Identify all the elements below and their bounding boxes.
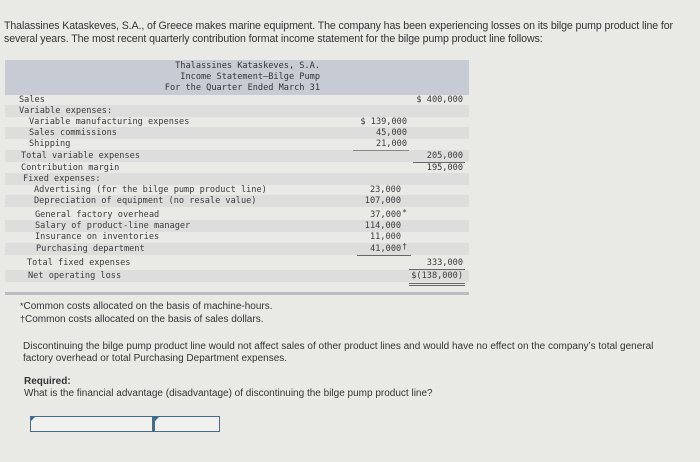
required-question: What is the financial advantage (disadvantage) of discontinuing the bilge pump product line? <box>24 388 433 399</box>
row-amount: 21,000 <box>375 139 407 149</box>
row-total: 205,000 <box>426 151 463 161</box>
statement-header <box>5 60 469 95</box>
row-shipping <box>5 138 469 150</box>
asterisk-mark: * <box>20 301 24 311</box>
amount-value: 114,000 <box>364 221 401 231</box>
footnote-asterisk <box>20 300 273 313</box>
answer-amount-input[interactable] <box>153 416 220 432</box>
row-label: Salary of product-line manager <box>35 221 191 231</box>
row-label: Advertising (for the bilge pump product line) <box>34 185 267 195</box>
row-amount <box>327 231 407 243</box>
row-total: 333,000 <box>426 258 463 268</box>
amount-value: 11,000 <box>369 232 401 242</box>
row-label: Sales commissions <box>29 128 117 138</box>
row-purchasing <box>5 243 469 255</box>
answer-label-input[interactable] <box>30 416 153 432</box>
amount-value: 107,000 <box>364 196 401 206</box>
income-statement <box>5 60 469 294</box>
row-total: 195,000 <box>426 163 463 173</box>
footnotes <box>20 300 273 326</box>
row-total-fixed <box>5 257 469 269</box>
row-depreciation <box>5 195 469 207</box>
row-label: Purchasing department <box>36 244 145 254</box>
required-section <box>24 376 433 400</box>
dagger-mark: † <box>402 242 407 251</box>
row-amount: $ 139,000 <box>360 117 407 127</box>
row-total: $ 400,000 <box>416 95 463 105</box>
row-label: Fixed expenses: <box>23 174 101 184</box>
required-title: Required: <box>24 376 71 387</box>
row-label: Shipping <box>29 139 71 149</box>
amount-value: 37,000 <box>370 210 402 220</box>
row-total: $(138,000) <box>411 271 463 281</box>
input-marker-icon <box>155 417 159 421</box>
problem-intro: Thalassines Kataskeves, S.A., of Greece makes marine equipment. The company has been experiencing losses on its bilge pump product line for several years. The most recent quarterly contribution format income statement for the bilge pump product line follows: <box>4 20 673 45</box>
row-amount: 45,000 <box>375 128 407 138</box>
dagger-mark: † <box>20 314 26 324</box>
row-label: Insurance on inventories <box>35 232 160 242</box>
discontinue-note: Discontinuing the bilge pump product line would not affect sales of other product lines and would have no effect on the company’s total general factory overhead or total Purchasing Department expenses. <box>23 341 654 364</box>
row-label: Sales <box>19 95 45 105</box>
footnote-dagger <box>20 313 273 326</box>
row-label: Contribution margin <box>21 163 120 173</box>
amount-value: 23,000 <box>369 185 401 195</box>
subtotal-underline <box>357 255 411 256</box>
answer-row <box>30 416 220 432</box>
row-label: Variable manufacturing expenses <box>29 117 190 127</box>
row-insurance <box>5 231 469 243</box>
amount-value: 41,000 <box>370 244 402 254</box>
row-total-variable <box>5 150 469 162</box>
row-label: Total fixed expenses <box>27 258 131 268</box>
row-label: Net operating loss <box>28 271 122 281</box>
double-underline-top <box>409 283 465 284</box>
footnote-text: Common costs allocated on the basis of sales dollars. <box>25 314 264 325</box>
row-amount <box>327 243 407 255</box>
asterisk-mark: * <box>402 208 407 217</box>
statement-period: For the Quarter Ended March 31 <box>164 83 320 93</box>
double-underline-bottom <box>409 285 465 286</box>
row-net-operating-loss <box>5 270 469 282</box>
statement-title: Income Statement—Bilge Pump <box>180 72 320 82</box>
statement-bottom-rule <box>5 292 469 295</box>
input-marker-icon <box>31 417 35 421</box>
row-label: Variable expenses: <box>19 106 113 116</box>
row-label: General factory overhead <box>35 210 160 220</box>
statement-company: Thalassines Kataskeves, S.A. <box>175 61 320 71</box>
row-amount <box>327 195 407 207</box>
footnote-text: Common costs allocated on the basis of machine-hours. <box>23 301 273 312</box>
row-label: Total variable expenses <box>21 151 140 161</box>
row-label: Depreciation of equipment (no resale value) <box>34 196 257 206</box>
